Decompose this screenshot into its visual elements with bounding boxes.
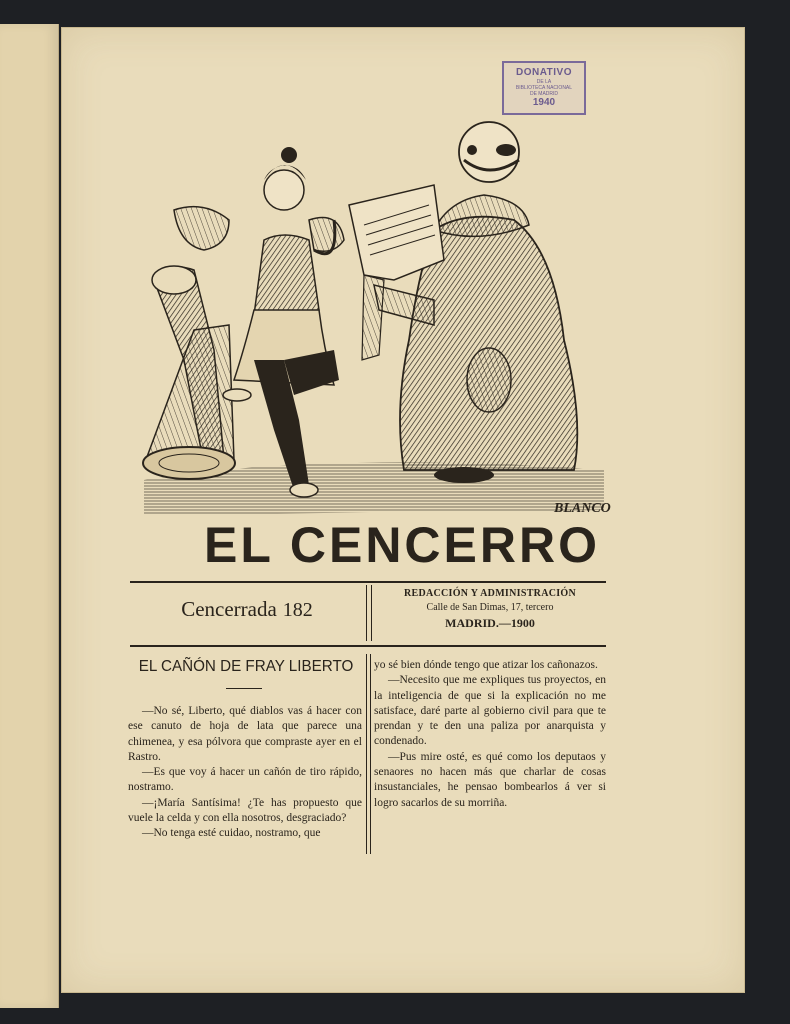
- stamp-line-1: DONATIVO: [515, 67, 573, 78]
- masthead-divider: [366, 585, 372, 641]
- newspaper-page: [62, 28, 744, 992]
- paragraph: —¡María Santísima! ¿Te has propuesto que vuele la celda y con ella nosotros, desgraciado?: [128, 796, 362, 825]
- engraving-illustration: [134, 110, 614, 520]
- friar-figure: [374, 122, 577, 483]
- previous-page-edge: [0, 24, 59, 1008]
- artist-signature: BLANCO: [554, 501, 611, 516]
- stamp-line-2: DE LA: [536, 79, 552, 85]
- cannon-tube: [143, 325, 235, 479]
- stamp-year: 1940: [532, 97, 556, 108]
- paragraph: —Necesito que me expliques tus proyectos, en la inteligencia de que si la explicación no me satisface, daré parte al gobierno civil para que te prendan y te den una paliza por anarquista y condenado.: [374, 674, 606, 748]
- paragraph: —Pus mire osté, es qué como los deputaos y senaores no hacen más que charlar de cosas insustanciales, he pensao bombearlos á ver si logro sacarlos de su morriña.: [374, 750, 606, 809]
- library-stamp: [502, 61, 586, 115]
- masthead-info-box: [130, 581, 606, 647]
- admin-heading: REDACCIÓN Y ADMINISTRACIÓN: [403, 588, 577, 599]
- issue-label: Cencerrada: [181, 597, 277, 621]
- column-separator: [366, 654, 371, 854]
- issue-line: [130, 597, 364, 622]
- paragraph: —Es que voy á hacer un cañón de tiro rápido, nostramo.: [128, 766, 362, 794]
- admin-block: [374, 588, 606, 631]
- issue-number: 182: [282, 599, 313, 621]
- article-title: EL CAÑÓN DE FRAY LIBERTO: [138, 658, 354, 675]
- paragraph-continued: yo sé bien dónde tengo que atizar los cañonazos.: [374, 659, 598, 671]
- address: Calle de San Dimas, 17, tercero: [426, 602, 554, 613]
- stamp-line-4: DE MADRID: [529, 91, 559, 97]
- paragraph: —No tenga esté cuidao, nostramo, que: [142, 827, 321, 840]
- stamp-line-3: BIBLIOTECA NACIONAL: [515, 85, 573, 91]
- newspaper-title: EL CENCERRO: [203, 517, 600, 573]
- city-date: MADRID.—1900: [445, 616, 535, 630]
- title-rule: [226, 688, 262, 689]
- article-column-1: [128, 704, 362, 842]
- article-column-2: [374, 658, 606, 811]
- paragraph: —No sé, Liberto, qué diablos vas á hacer con ese canuto de hoja de lata que parece una chimenea, y esa pólvora que compraste ayer en el Rastro.: [128, 705, 362, 763]
